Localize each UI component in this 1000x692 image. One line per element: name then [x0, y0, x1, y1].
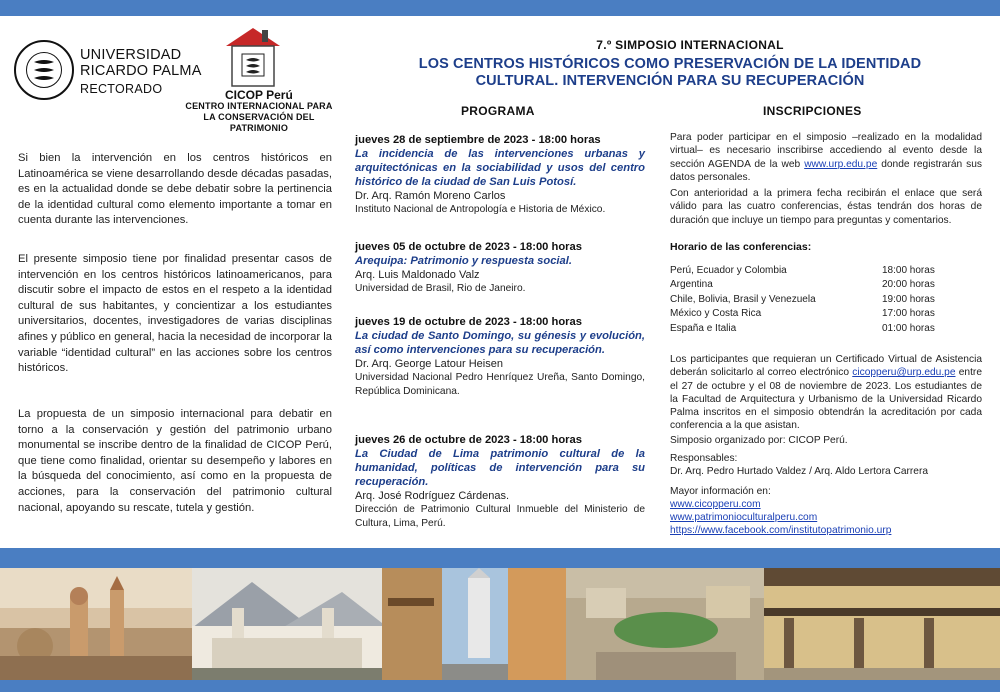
- program-heading: PROGRAMA: [461, 104, 535, 118]
- page-title: LOS CENTROS HISTÓRICOS COMO PRESERVACIÓN DE LA IDENTIDAD CULTURAL. INTERVENCIÓN PARA SU RECUPERACIÓN: [418, 56, 922, 89]
- inscriptions-heading: INSCRIPCIONES: [763, 104, 862, 118]
- session-talk-title: La ciudad de Santo Domingo, su génesis y evolución, así como intervenciones para su recuperación.: [355, 330, 645, 356]
- historic-centers-photo-strip: [0, 568, 1000, 680]
- program-session: [355, 240, 645, 296]
- intro-paragraph-3: La propuesta de un simposio internacional para debatir en torno a la conservación y gestión del patrimonio urbano monumental se inscribe dentro de la finalidad de CICOP Perú, que tiene como finalidad, orientar su desempeño y labores en la búsqueda del conocimiento, así como en la propuesta de acciones, para la conservación del patrimonio cultural nacional, apoyando su rescate, tutela y gestión.: [18, 408, 332, 514]
- session-date: jueves 05 de octubre de 2023 - 18:00 horas: [355, 241, 582, 253]
- schedule-row: Chile, Bolivia, Brasil y Venezuela 19:00 horas: [670, 293, 935, 305]
- urp-name: UNIVERSIDAD RICARDO PALMA: [80, 47, 202, 79]
- bottom-color-strip: [0, 680, 1000, 692]
- photo-santo-domingo: [382, 568, 566, 680]
- symposium-edition: 7.º SIMPOSIO INTERNACIONAL: [596, 38, 784, 52]
- session-date: jueves 19 de octubre de 2023 - 18:00 horas: [355, 316, 582, 328]
- cicop-email-link[interactable]: cicopperu@urp.edu.pe: [852, 367, 956, 379]
- patrimonio-website-link[interactable]: www.patrimonioculturalperu.com: [670, 512, 818, 523]
- session-institution: Instituto Nacional de Antropología e Historia de México.: [355, 204, 606, 215]
- session-speaker: Dr. Arq. Ramón Moreno Carlos: [355, 190, 506, 202]
- session-speaker: Arq. Luis Maldonado Valz: [355, 269, 480, 281]
- inscriptions-paragraph-2: Con anterioridad a la primera fecha recibirán el enlace que será válido para las cuatro conferencias, éstas tendrán dos horas de duración que incluye un tiempo para preguntas y comentarios.: [670, 188, 982, 226]
- organizer-text: Simposio organizado por: CICOP Perú.: [670, 435, 848, 446]
- cicop-website-link[interactable]: www.cicopperu.com: [670, 499, 761, 510]
- program-session: [355, 315, 645, 399]
- session-date: jueves 26 de octubre de 2023 - 18:00 horas: [355, 434, 582, 446]
- certificate-paragraph: Los participantes que requieran un Certificado Virtual de Asistencia deberán solicitarlo al correo electrónico cicopperu@urp.edu.pe entre el 27 de octubre y el 08 de noviembre de 2023. Los estudiantes de la Facultad de Arquitectura y Urbanismo de la Universidad Ricardo Palma inscritos en el simposio obtendrán la acreditación por cada conferencia a la que asistan.: [670, 354, 982, 432]
- schedule-table: [670, 265, 940, 337]
- photo-lima-courtyard: [764, 568, 1000, 680]
- session-talk-title: La incidencia de las intervenciones urbanas y arquitectónicas en la sociabilidad y usos del centro histórico de la ciudad de San Luis Potosí.: [355, 148, 645, 188]
- session-talk-title: La Ciudad de Lima patrimonio cultural de la humanidad, políticas de intervención para su recuperación.: [355, 448, 645, 488]
- session-speaker: Arq. José Rodríguez Cárdenas.: [355, 490, 510, 502]
- urp-seal-logo: [14, 40, 74, 100]
- photo-san-luis-potosi: [0, 568, 192, 680]
- more-info-label: Mayor información en:: [670, 486, 771, 497]
- session-date: jueves 28 de septiembre de 2023 - 18:00 horas: [355, 134, 601, 146]
- facebook-link[interactable]: https://www.facebook.com/institutopatrimonio.urp: [670, 525, 892, 536]
- schedule-row: Perú, Ecuador y Colombia 18:00 horas: [670, 265, 935, 276]
- session-talk-title: Arequipa: Patrimonio y respuesta social.: [355, 255, 572, 267]
- program-session: [355, 133, 645, 217]
- session-speaker: Dr. Arq. George Latour Heisen: [355, 358, 503, 370]
- session-institution: Dirección de Patrimonio Cultural Inmueble del Ministerio de Cultura, Lima, Perú.: [355, 504, 645, 529]
- schedule-row: España e Italia 01:00 horas: [670, 322, 935, 334]
- intro-paragraph-1: Si bien la intervención en los centros históricos en Latinoamérica se viene desarrollando desde décadas pasadas, es en la actualidad donde se debe debatir sobre la pertinencia de la identidad cultural como elemento importante a tomar en cuenta durante las intervenciones.: [18, 152, 332, 227]
- photo-arequipa: [192, 568, 382, 680]
- cicop-house-logo: [222, 26, 284, 93]
- session-institution: Universidad Nacional Pedro Henríquez Ureña, Santo Domingo, República Dominicana.: [355, 372, 645, 397]
- photo-lima-aerial: [566, 568, 764, 680]
- responsables-block: Responsables: Dr. Arq. Pedro Hurtado Valdez / Arq. Aldo Lertora Carrera: [670, 453, 929, 478]
- session-institution: Universidad de Brasil, Rio de Janeiro.: [355, 283, 526, 294]
- info-links: [670, 498, 891, 537]
- schedule-row: Argentina 20:00 horas: [670, 279, 935, 291]
- schedule-title: Horario de las conferencias:: [670, 241, 812, 253]
- cicop-description: CENTRO INTERNACIONAL PARA LA CONSERVACIÓN DEL PATRIMONIO: [185, 101, 333, 133]
- intro-paragraph-2: El presente simposio tiene por finalidad presentar casos de intervención en los centros históricos latinoamericanos, para discutir sobre el impacto de estos en el respeto a la identidad cultural de sus habitantes, y concientizar a los estudiantes universitarios, docentes, investigadores de varias disciplinas afines y público en general, hacia la necesidad de incorporar la variable “identidad cultural” en las acciones sobre los centros históricos.: [18, 253, 332, 375]
- bottom-color-band: [0, 548, 1000, 568]
- top-color-bar: [0, 0, 1000, 16]
- schedule-row: México y Costa Rica 17:00 horas: [670, 308, 935, 320]
- program-session: [355, 433, 645, 531]
- urp-website-link[interactable]: www.urp.edu.pe: [804, 158, 878, 170]
- urp-unit: RECTORADO: [80, 82, 163, 96]
- cicop-name: CICOP Perú: [225, 88, 293, 102]
- inscriptions-paragraph-1: Para poder participar en el simposio –realizado en la modalidad virtual– es necesario inscribirse accediendo al evento desde la sección AGENDA de la web www.urp.edu.pe donde registrarán sus datos personales.: [670, 132, 982, 183]
